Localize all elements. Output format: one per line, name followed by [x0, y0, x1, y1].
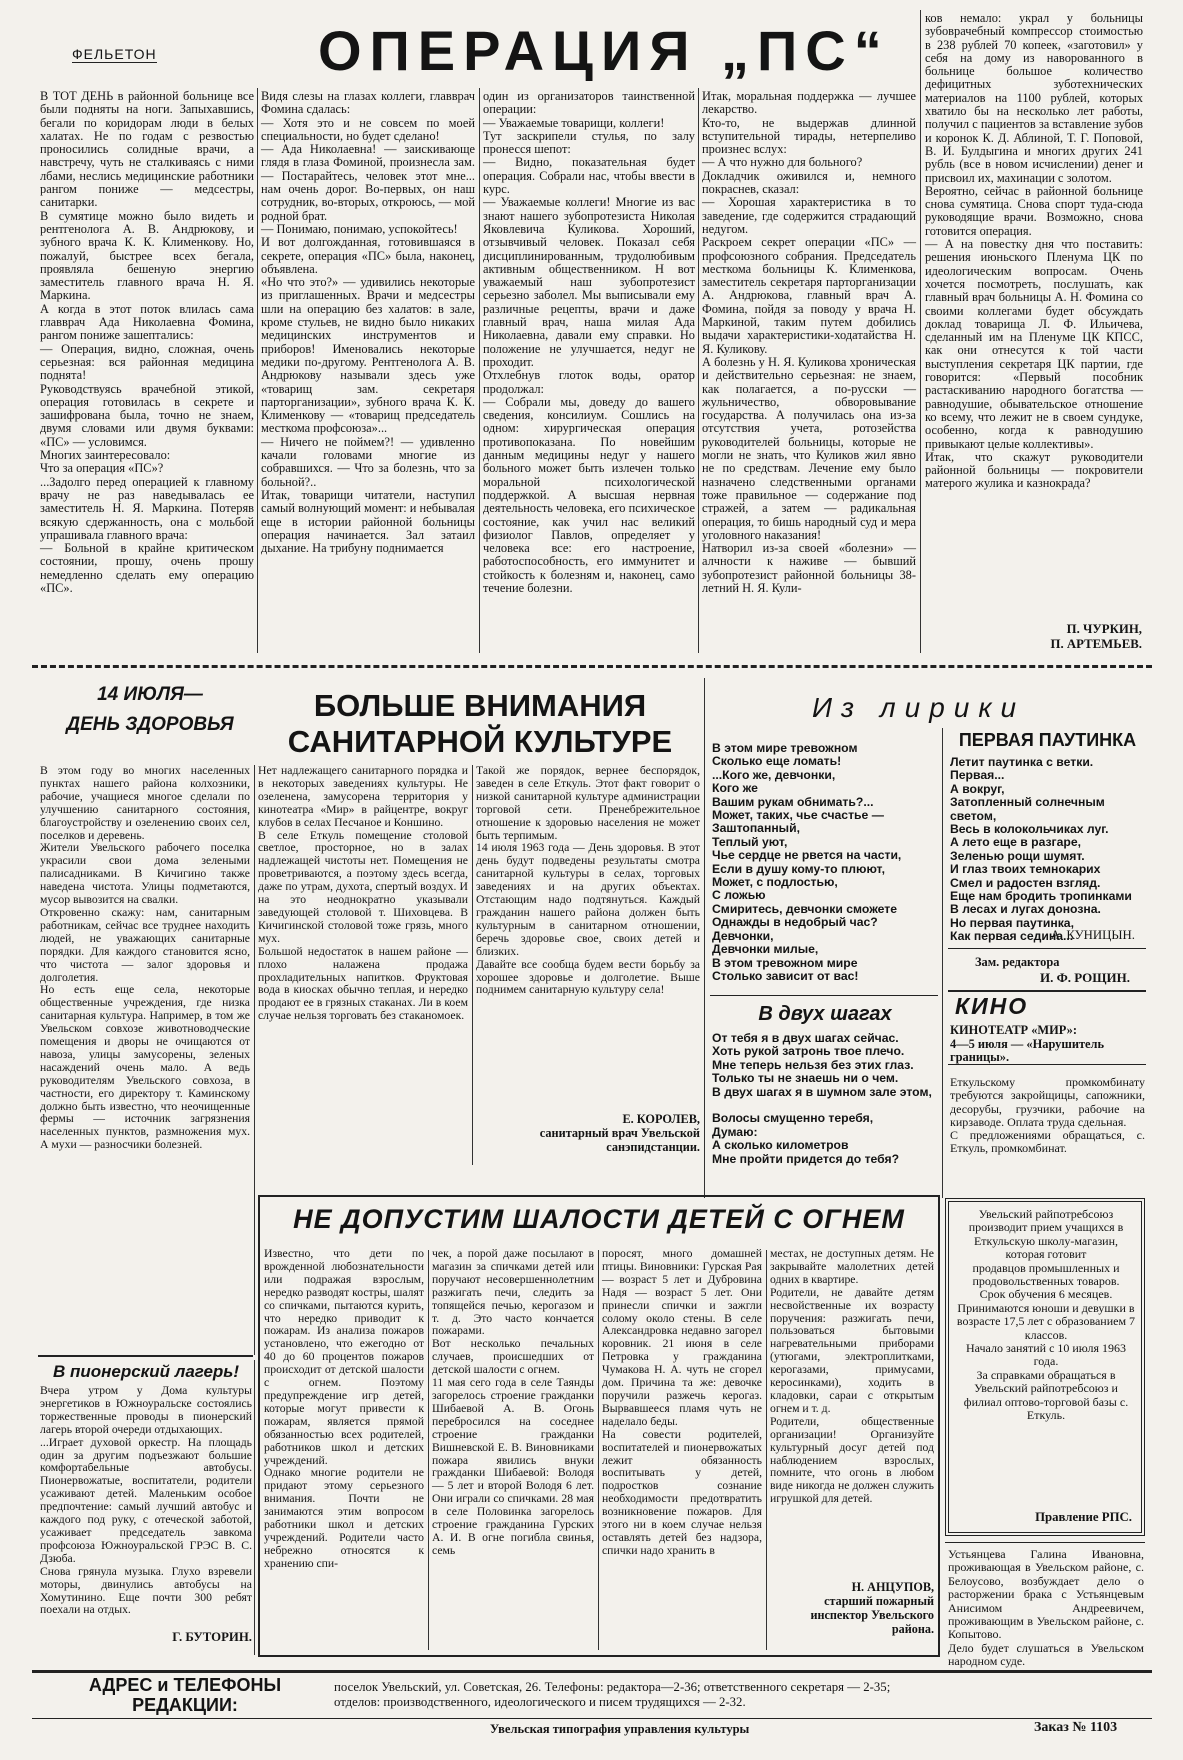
- feuilleton-column-5: ков немало: украл у больницы зубоврачебный компрессор стоимостью в 238 рублей 70 копеек, «заготовил» у себя на дому из наворованного в больнице большое количество дефицитных зуботехнических материалов на 1100 рублей, которых хватило бы на несколько лет работы, получил с пациентов за вставление зубов и коронок К. Д. Аблиной, Т. Г. Поповой, В. И. Булдыгина и многих других 241 рубль (все в новом исчислении) денег и присвоил их, махинации с золотом. Вероятно, сейчас в районной больнице снова сумятица. Снова спорт туда-сюда руководящие врачи. Возможно, снова готовится операция. — А на повестку дня что поставить: решения июньского Пленума ЦК по идеологическим вопросам. Очень хочется посмотреть, послушать, как главный врач больницы А. Н. Фомина со своими коллегами будет обсуждать доклад товарища Л. Ф. Ильичева, сделанный им на Пленуме ЦК КПСС, как они отнесутся к той части выступления секретаря ЦК партии, где говорится: «Первый пособник растаскиванию народного богатства — равнодушие, обывательское отношение ко всему, что лежит не в своем сундуке, особенно, когда к равнодушию привыкают целые коллективы». Итак, что скажут руководители районной больницы — покровители матерого жулика и казнокрада?: [925, 11, 1143, 491]
- rule: [948, 1064, 1146, 1065]
- pioneer-text: Вчера утром у Дома культуры энергетиков в Южноуральске состоялись торжественные проводы в пионерский лагерь второй очереди отдыхающих. ...Играет духовой оркестр. На площадь один за другим подъезжают большие комфортабельные автобусы. Пионервожатые, воспитатели, родители усаживают детей. Маленьким особое предпочтение: самый лучший автобус и каждого под руку, с отеческой заботой, усаживает председатель завкома профсоюза Южноуральской ГРЭС В. С. Дзюба. Снова грянула музыка. Глухо взревели моторы, двинулись автобусы на Хомутинино. Еще почти 300 ребят поехали на отдых.: [40, 1384, 252, 1617]
- health-column-2: Нет надлежащего санитарного порядка и в некоторых заведениях культуры. Не озеленена, замусорена территория у кинотеатра «Мир» в райцентре, вокруг клубов в селах Песчаное и Коншино. В селе Еткуль помещение столовой светлое, просторное, но в залах надлежащей чистоты нет. Помещения не проветриваются, а поэтому здесь всегда, даже по утрам, духота, спертый воздух. И на это неоднократно указывали заведующей столовой т. Шиховцева. В Кичигинской столовой тоже грязь, много мух. Большой недостаток в нашем районе — плохо налажена продажа прохладительных напитков. Фруктовая вода в киосках обычно теплая, и нередко продают ее в грязных стаканах. Ли в коем случае нельзя торговать без стаканомоек.: [258, 764, 468, 1023]
- editor-name: И. Ф. РОЩИН.: [1040, 970, 1131, 985]
- footer-order: Заказ № 1103: [1034, 1720, 1118, 1735]
- ad-divorce-text: Устьянцева Галина Ивановна, проживающая в Увельском районе, с. Белоусово, возбуждает дело о расторжении брака с Устьянцевым Анисимом Андреевичем, проживающим в Увельском районе, с. Копытово. Дело будет слушаться в Увельском народном суде.: [948, 1547, 1144, 1669]
- editor-label: Зам. редактора: [975, 955, 1060, 969]
- fire-column-2: чек, а порой даже посылают в магазин за спичками детей или поручают несовершеннолетним разжигать печи, следить за топящейся печью, керогазом и т. д. Это часто кончается пожарами. Вот несколько печальных случаев, происшедших от детской шалости с огнем. 11 мая сего года в селе Таянды загорелось строение гражданки Шибаевой А. В. Огонь перебросился на соседнее строение гражданки Вишневской Е. В. Виновниками пожара явились внуки гражданки Шибаевой: Володя — 5 лет и второй Володя 6 лет. Они играли со спичками. 28 мая в селе Половинка загорелось строение гражданина Гурских А. И. В огне погибла свинья, семь: [432, 1247, 594, 1557]
- fire-signature: Н. АНЦУПОВ, старший пожарный инспектор Увельского района.: [810, 1580, 934, 1636]
- column-divider: [766, 1250, 767, 1650]
- fire-column-4: местах, не доступных детям. Не закрывайте малолетних детей одних в квартире. Родители, не давайте детям несвойственные их возрасту поручения: разжигать печи, пользоваться бытовыми нагревательными приборами (утюгами, электроплитками, керогазами, примусами, керосинками), ходить в кладовки, сараи с открытым огнем и т. д. Родители, общественные организации! Организуйте культурный досуг детей под наблюдением взрослых, помните, что огонь в любом виде никогда не должен служить игрушкой для детей.: [770, 1247, 934, 1506]
- rule: [38, 1355, 253, 1357]
- feuilleton-column-1: В ТОТ ДЕНЬ в районной больнице все были подняты на ноги. Запыхавшись, бегали по коридорам люди в белых халатах. Не по годам с резвостью проносились солидные врачи, а навстречу, чуть не сталкиваясь с ними лбами, неслись медицинские работники рангом пониже — медсестры, санитарки. В сумятице можно было видеть и рентгенолога А. В. Андрюкову, и зубного врача К. К. Клименкову. Но, пожалуй, быстрее всех бегала, проявляла бешеную энергию заместитель главного врача Н. Я. Маркина. А когда в этот поток влилась сама главврач Ада Николаевна Фомина, рангом пониже зашептались: — Операция, видно, сложная, очень серьезная: вся районная медицина поднята! Руководствуясь врачебной этикой, операция готовилась в секрете и зашифрована была, точно не знаем, двумя словами или двумя буквами: «ПС» — условимся. Многих заинтересовало: Что за операция «ПС»? ...Задолго перед операцией к главному врачу не раз наведывалась ее заместитель Н. Я. Маркина. Потеряв всякую сдержанность, она с мольбой упрашивала главного врача: — Больной в крайне критическом состоянии, прошу, очень прошу немедленно сделать ему операцию «ПС».: [40, 89, 254, 595]
- column-divider: [598, 1250, 599, 1650]
- pioneer-title: В пионерский лагерь!: [52, 1362, 240, 1381]
- lyrics-poem-2: От тебя я в двух шагах сейчас. Хоть рукой затронь твое плечо. Мне теперь нельзя без этих глаз. Только ты не знаешь ни о чем. В двух шагах я в шумном зале этом, Волосы смущенно теребя, Думаю: А сколько километров Мне пройти придется до тебя?: [712, 1031, 932, 1166]
- kino-listing: КИНОТЕАТР «МИР»: 4—5 июля — «Нарушитель границы».: [950, 1023, 1105, 1064]
- lyrics-poem-3-author: А. КУНИЦЫН.: [1050, 928, 1135, 942]
- ad-promkombinat: Еткульскому промкомбинату требуются закройщицы, сапожники, десорубы, грузчики, рабочие на кирзаводе. Оплата труда сдельная. С предложениями обращаться, с. Еткуль, промкомбинат.: [950, 1075, 1145, 1156]
- column-divider: [920, 10, 921, 653]
- health-column-3: Такой же порядок, вернее беспорядок, заведен в селе Еткуль. Этот факт говорит о низкой санитарной культуре администрации торговой сети. Пренебрежительное отношение к здоровью населения не может быть терпимым. 14 июля 1963 года — День здоровья. В этот день будут подведены результаты смотра санитарной культуры в селах, торговых заведениях и на других объектах. Отстающим надо подтянуться. Каждый гражданин нашего района должен быть культурным в санитарном отношении, беречь здоровье свое, своих детей и близких. Давайте все сообща будем вести борьбу за хорошее здоровье и долголетие. Выше поднимем санитарную культуру села!: [476, 764, 700, 997]
- column-divider: [698, 88, 699, 653]
- rule: [948, 990, 1146, 992]
- feuilleton-title: ОПЕРАЦИЯ „ПС“: [318, 19, 890, 82]
- feuilleton-rubric: ФЕЛЬЕТОН: [72, 46, 157, 62]
- lyrics-poem-3-title: ПЕРВАЯ ПАУТИНКА: [958, 730, 1137, 750]
- lyrics-heading: Из лирики: [812, 692, 1026, 723]
- column-divider: [479, 88, 480, 653]
- feuilleton-column-4: Итак, моральная поддержка — лучшее лекарство. Кто-то, не выдержав длинной вступительной тирады, нетерпеливо произнес вслух: — А что нужно для больного? Докладчик оживился и, немного покраснев, сказал: — Хорошая характеристика в то заведение, где содержится страдающий недугом. Раскроем секрет операции «ПС» — профсоюзного собрания. Председатель месткома больницы К. Клименкова, заместитель секретаря парторганизации А. Андрюкова, главный врач А. Фомина, пойдя за поводу у врача Н. Маркиной, таким путем добились выдачи характеристики-ходатайства Н. Я. Куликову. А болезнь у Н. Я. Куликова хроническая и действительно серьезная: не знаем, как полагается, а по-русски — жульничество, обворовывание государства. А получилась она из-за отсутствия учета, ротозейства руководителей больницы, которые не могли не знать, что Куликов жил явно не по средствам. Лечение ему было назначено следственными органами тоже правильное — содержание под стражей, а затем — радикальная операция, то бишь народный суд и мера уголовного наказания! Натворил из-за своей «болезни» — алчности к наживе — бывший зубопротезист районной больницы 38-летний Н. Я. Кули-: [702, 89, 916, 595]
- column-divider: [942, 728, 943, 1198]
- feuilleton-column-3: один из организаторов таинственной операции: — Уважаемые товарищи, коллеги! Тут заскрипели стулья, по залу пронесся шепот: — Видно, показательная будет операция. Собрали нас, чтобы ввести в курс. — Уважаемые коллеги! Многие из вас знают нашего зубопротезиста Николая Яковлевича Куликова. Хороший, отзывчивый человек. Показал себя дисциплинированным, трудолюбивым активным общественником. Н вот уважаемый наш зубопротезист серьезно заболел. Мы выписывали ему различные рецепты, врачи и даже главный врач, наша милая Ада Николаевна, давали ему справки. Но положение не улучшается, недуг не проходит. Отхлебнув глоток воды, оратор продолжал: — Собрали мы, доведу до вашего сведения, консилиум. Сошлись на одном: хирургическая операция противопоказана. По новейшим данным медицины недуг у нашего больного может быть излечен только моральной психологической поддержкой. А высшая нервная деятельность человека, его психическое состояние, как учил нас великий физиолог Павлов, определяет у человека все: его настроение, работоспособность, его иммунитет и стойкость к болезням и, наконец, само течение болезни.: [483, 89, 695, 595]
- lyrics-poem-2-title: В двух шагах: [758, 1003, 892, 1025]
- rule: [948, 948, 1146, 949]
- column-divider: [428, 1250, 429, 1650]
- fire-column-3: поросят, много домашней птицы. Виновники: Гурская Рая — возраст 5 лет и Дубровина Надя — возраст 5 лет. Они принесли спички и зажгли солому около стены. В селе Александровка недавно загорел коровник. 21 июня в селе Петровка у гражданина Чумакова Н. А. чуть не сгорел дом. Причина та же: девочке поручили разжечь керогаз. Вырвавшееся пламя чуть не наделало беды. На совести родителей, воспитателей и пионервожатых лежит обязанность воспитывать у детей, подростков сознание необходимости предотвратить возникновение пожаров. Для этого ни в коем случае нельзя оставлять детей без надзора, спички надо хранить в: [602, 1247, 762, 1557]
- health-kicker: 14 ИЮЛЯ— ДЕНЬ ЗДОРОВЬЯ: [66, 684, 234, 735]
- lyrics-poem-3: Летит паутинка с ветки. Первая... А вокруг, Затопленный солнечным светом, Весь в колокольчиках луг. А лето еще в разгаре, Зеленью рощи шумят. И глаз твоих темнокарих Смел и радостен взгляд. Еще нам бродить тропинками В лесах и лугах донозна. Но первая паутинка, Как первая седина...: [950, 755, 1132, 944]
- feuilleton-column-2: Видя слезы на глазах коллеги, главврач Фомина сдалась: — Хотя это и не совсем по моей специальности, но будет сделано! — Ада Николаевна! — заискивающе глядя в глаза Фоминой, произнесла зам. — Постарайтесь, человек этот мне... нам очень дорог. Во-первых, он наш сотрудник, во-вторых, откроюсь, — мой родной брат. — Понимаю, понимаю, успокойтесь! И вот долгожданная, готовившаяся в секрете, операция «ПС» была, наконец, объявлена. «Но что это?» — удивились некоторые из приглашенных. Врачи и медсестры шли на операцию без халатов: в зале, кроме стульев, не видно было никаких медицинских инструментов и приборов! Именовались некоторые медики по-другому. Рентгенолога А. В. Андрюкову называли здесь уже «товарищ зам. секретаря парторганизации», зубного врача К. К. Клименкову — «товарищ председатель месткома профсоюза»... — Ничего не поймем?! — удивленно качали головами многие из собравшихся. — Что за болезнь, что за больной?.. Итак, товарищи читатели, наступил самый волнующий момент: и небывалая еще в истории районной больницы операция начинается. Зал затаил дыхание. На трибуну поднимается: [261, 89, 475, 556]
- feuilleton-signature: П. ЧУРКИН, П. АРТЕМЬЕВ.: [1050, 622, 1142, 651]
- column-divider: [254, 765, 255, 1355]
- section-separator: [32, 665, 1152, 668]
- fire-column-1: Известно, что дети по врожденной любознательности или подражая взрослым, нередко разводят костры, шалят со спичками, пытаются курить, что нередко приводит к пожарам. Из анализа пожаров установлено, что ежегодно от 40 до 60 процентов пожаров происходит от детской шалости с огнем. Поэтому предупреждение игр детей, которые могут привести к пожарам, является прямой обязанностью всех родителей, работников школ и детских учреждений. Однако многие родители не придают этому серьезного внимания. Почти не занимаются этим вопросом работники школ и детских учреждений. Родители часто небрежно относятся к хранению спи-: [264, 1247, 424, 1570]
- column-divider: [257, 88, 258, 653]
- health-signature: Е. КОРОЛЕВ, санитарный врач Увельской санэпидстанции.: [539, 1112, 700, 1154]
- ad-school-text: Увельский райпотребсоюз производит прием учащихся в Еткульскую школу-магазин, которая готовит продавцов промышленных и продовольственных товаров. Срок обучения 6 месяцев. Принимаются юноши и девушки в возрасте 17,5 лет с образованием 7 классов. Начало занятий с 10 июля 1963 года. За справками обращаться в Увельский райпотребсоюз и филиал оптово-торговой базы с. Еткуль.: [956, 1207, 1136, 1423]
- lyrics-poem-1: В этом мире тревожном Сколько еще ломать! ...Кого же, девчонки, Кого же Вашим рукам обнимать?... Может, таких, чье счастье — Заштопанный, Теплый уют, Чье сердце не рвется на части, Если в душу кому-то плюют, Может, с подлостью, С ложью Смиритесь, девчонки сможете Однажды в недобрый час? Девчонки, Девчонки милые, В этом тревожном мире Столько зависит от вас!: [712, 741, 902, 983]
- health-column-1: В этом году во многих населенных пунктах нашего района колхозники, рабочие, учащиеся многое сделали по улучшению санитарного состояния, благоустройству и озеленению своих сел, поселков и деревень. Жители Увельского рабочего поселка украсили свои дома зелеными палисадниками. В Кичигино также наведена чистота. Улицы подметаются, мусор вывозится на свалки. Откровенно скажу: нам, санитарным работникам, сейчас все труднее находить людей, не уважающих санитарные порядки. Для каждого становится ясно, что чистота — залог здоровья и долголетия. Но есть еще села, некоторые общественные учреждения, где низка санитарная культура. Например, в том же Увельском совхозе животноводческие помещения и дворы не очищаются от навоза, улицы замусорены, зеленых насаждений очень мало. А ведь руководителям Увельского совхоза, в частности, его директору т. Каминскому должно быть известно, что неочищенные фермы — источник загрязнения населенных пунктов, размножения мух. А мухи — разносчики болезней.: [40, 764, 250, 1152]
- rule: [710, 995, 938, 996]
- pioneer-signature: Г. БУТОРИН.: [172, 1630, 252, 1644]
- fire-title: НЕ ДОПУСТИМ ШАЛОСТИ ДЕТЕЙ С ОГНЕМ: [293, 1204, 905, 1234]
- rule: [945, 1542, 1145, 1543]
- column-divider: [254, 1360, 255, 1655]
- column-divider: [472, 765, 473, 1165]
- kino-heading: КИНО: [955, 993, 1029, 1019]
- column-divider: [704, 678, 705, 1198]
- footer-address-text: поселок Увельский, ул. Советская, 26. Телефоны: редактора—2-36; ответственного секретаря — 2-35; отделов: производственного, идеологического и писем трудящихся — 2-32.: [334, 1680, 891, 1709]
- health-title: БОЛЬШЕ ВНИМАНИЯ САНИТАРНОЙ КУЛЬТУРЕ: [287, 688, 673, 759]
- footer-rule: [32, 1718, 1152, 1719]
- ad-school-signature: Правление РПС.: [1035, 1510, 1132, 1524]
- footer-address-label: АДРЕС и ТЕЛЕФОНЫ РЕДАКЦИИ:: [88, 1675, 282, 1715]
- footer-rule: [32, 1670, 1152, 1673]
- footer-printer: Увельская типография управления культуры: [490, 1722, 750, 1736]
